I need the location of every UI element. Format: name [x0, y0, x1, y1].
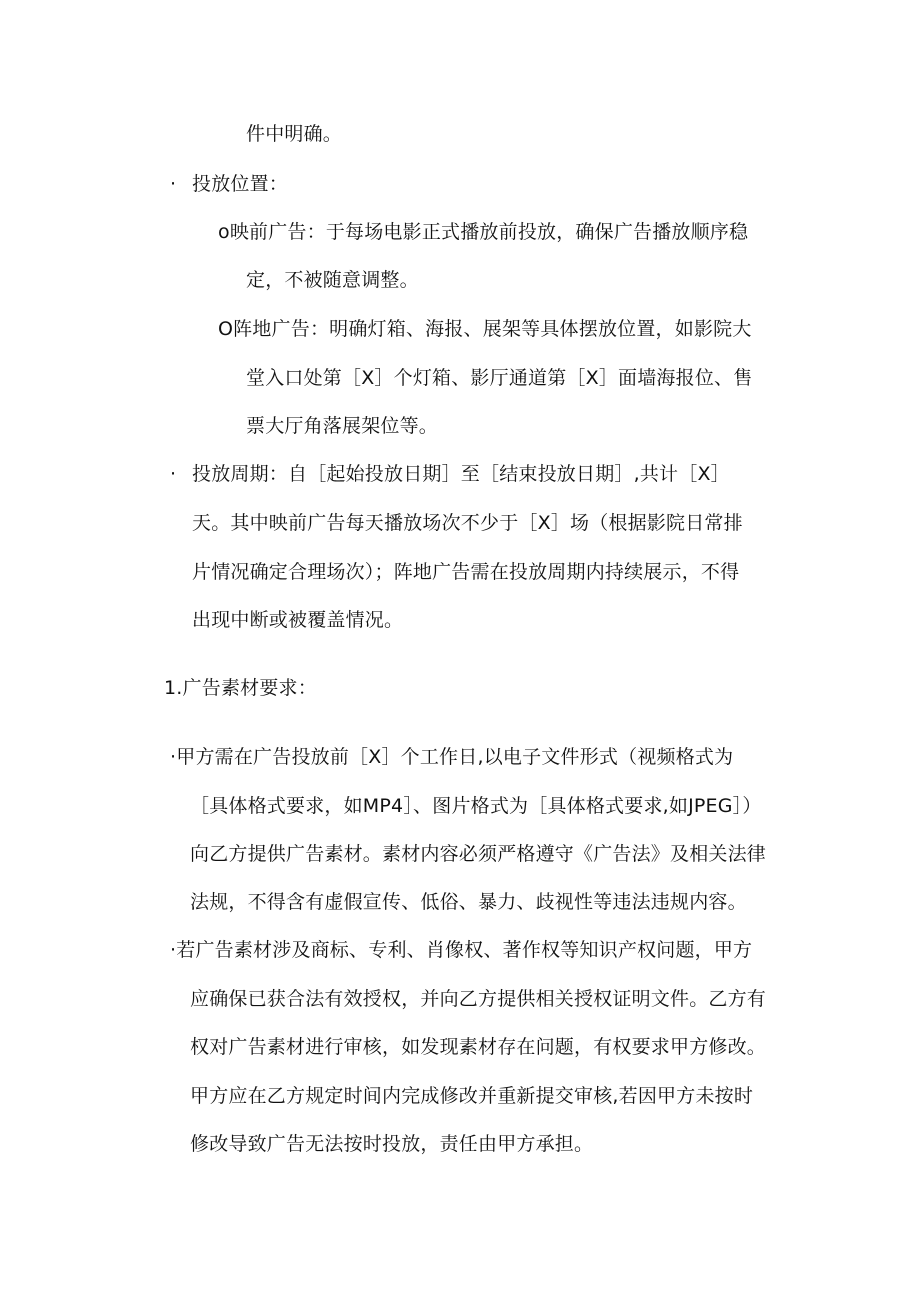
text-line: ·甲方需在广告投放前［X］个工作日,以电子文件形式（视频格式为: [170, 746, 734, 768]
text-line: o映前广告：于每场电影正式播放前投放，确保广告播放顺序稳: [218, 221, 749, 243]
text-line: 修改导致广告无法按时投放，责任由甲方承担。: [190, 1133, 594, 1155]
text-line: 定，不被随意调整。: [246, 269, 419, 291]
text-line: 向乙方提供广告素材。素材内容必须严格遵守《广告法》及相关法律: [190, 843, 767, 865]
text-line: 应确保已获合法有效授权，并向乙方提供相关授权证明文件。乙方有: [190, 988, 767, 1010]
text-line: ·若广告素材涉及商标、专利、肖像权、著作权等知识产权问题，甲方: [170, 939, 753, 961]
text-line: O阵地广告：明确灯箱、海报、展架等具体摆放位置，如影院大: [218, 318, 752, 340]
text-line: 堂入口处第［X］个灯箱、影厅通道第［X］面墙海报位、售: [246, 367, 753, 389]
text-line: 法规，不得含有虚假宣传、低俗、暴力、歧视性等违法违规内容。: [190, 891, 747, 913]
text-line: 甲方应在乙方规定时间内完成修改并重新提交审核,若因甲方未按时: [190, 1085, 754, 1107]
text-line: 件中明确。: [246, 123, 343, 145]
text-line: 票大厅角落展架位等。: [246, 415, 439, 437]
text-line: 片情况确定合理场次）；阵地广告需在投放周期内持续展示，不得: [192, 561, 740, 583]
section-heading: 1.广告素材要求：: [164, 677, 317, 699]
text-line: 出现中断或被覆盖情况。: [192, 609, 404, 631]
text-line: 权对广告素材进行审核，如发现素材存在问题，有权要求甲方修改。: [190, 1036, 767, 1058]
text-line: ［具体格式要求，如MP4］、图片格式为［具体格式要求,如JPEG］）: [190, 795, 762, 817]
text-line: 投放周期：自［起始投放日期］至［结束投放日期］,共计［X］: [192, 463, 730, 485]
bullet-marker: ·: [170, 173, 177, 195]
text-line: 天。其中映前广告每天播放场次不少于［X］场（根据影院日常排: [192, 512, 743, 534]
text-line: 投放位置：: [192, 173, 289, 195]
bullet-marker: ·: [170, 463, 177, 485]
